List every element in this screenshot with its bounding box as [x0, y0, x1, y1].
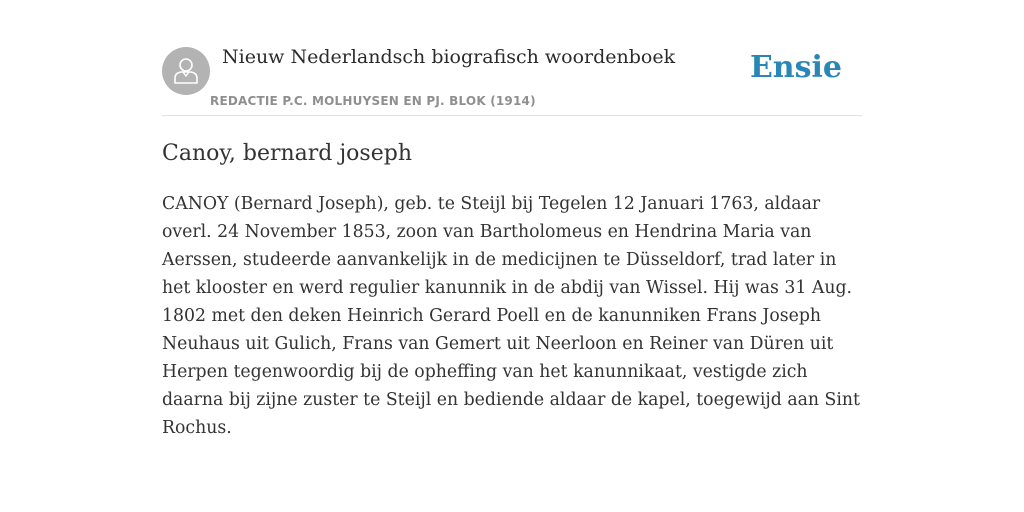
entry-title: Canoy, bernard joseph: [162, 141, 412, 166]
ensie-logo-link[interactable]: Ensie: [749, 50, 842, 85]
page: [162, 0, 862, 442]
avatar[interactable]: [162, 47, 210, 95]
source-title-link[interactable]: Nieuw Nederlandsch biografisch woordenboek: [222, 46, 676, 68]
entry-body: CANOY (Bernard Joseph), geb. te Steijl bij Tegelen 12 Januari 1763, aldaar overl. 24 November 1853, zoon van Bartholomeus en Hendrina Maria van Aerssen, studeerde aanvankelijk in de medicijnen te Düsseldorf, trad later in het klooster en werd regulier kanunnik in de abdij van Wissel. Hij was 31 Aug. 1802 met den deken Heinrich Gerard Poell en de kanunniken Frans Joseph Neuhaus uit Gulich, Frans van Gemert uit Neerloon en Reiner van Düren uit Herpen tegenwoordig bij de opheffing van het kanunnikaat, vestigde zich daarna bij zijne zuster te Steijl en bediende aldaar de kapel, toegewijd aan Sint Rochus.: [162, 194, 860, 438]
source-header: [162, 46, 862, 116]
source-editors: REDACTIE P.C. MOLHUYSEN EN PJ. BLOK (1914): [210, 94, 536, 108]
